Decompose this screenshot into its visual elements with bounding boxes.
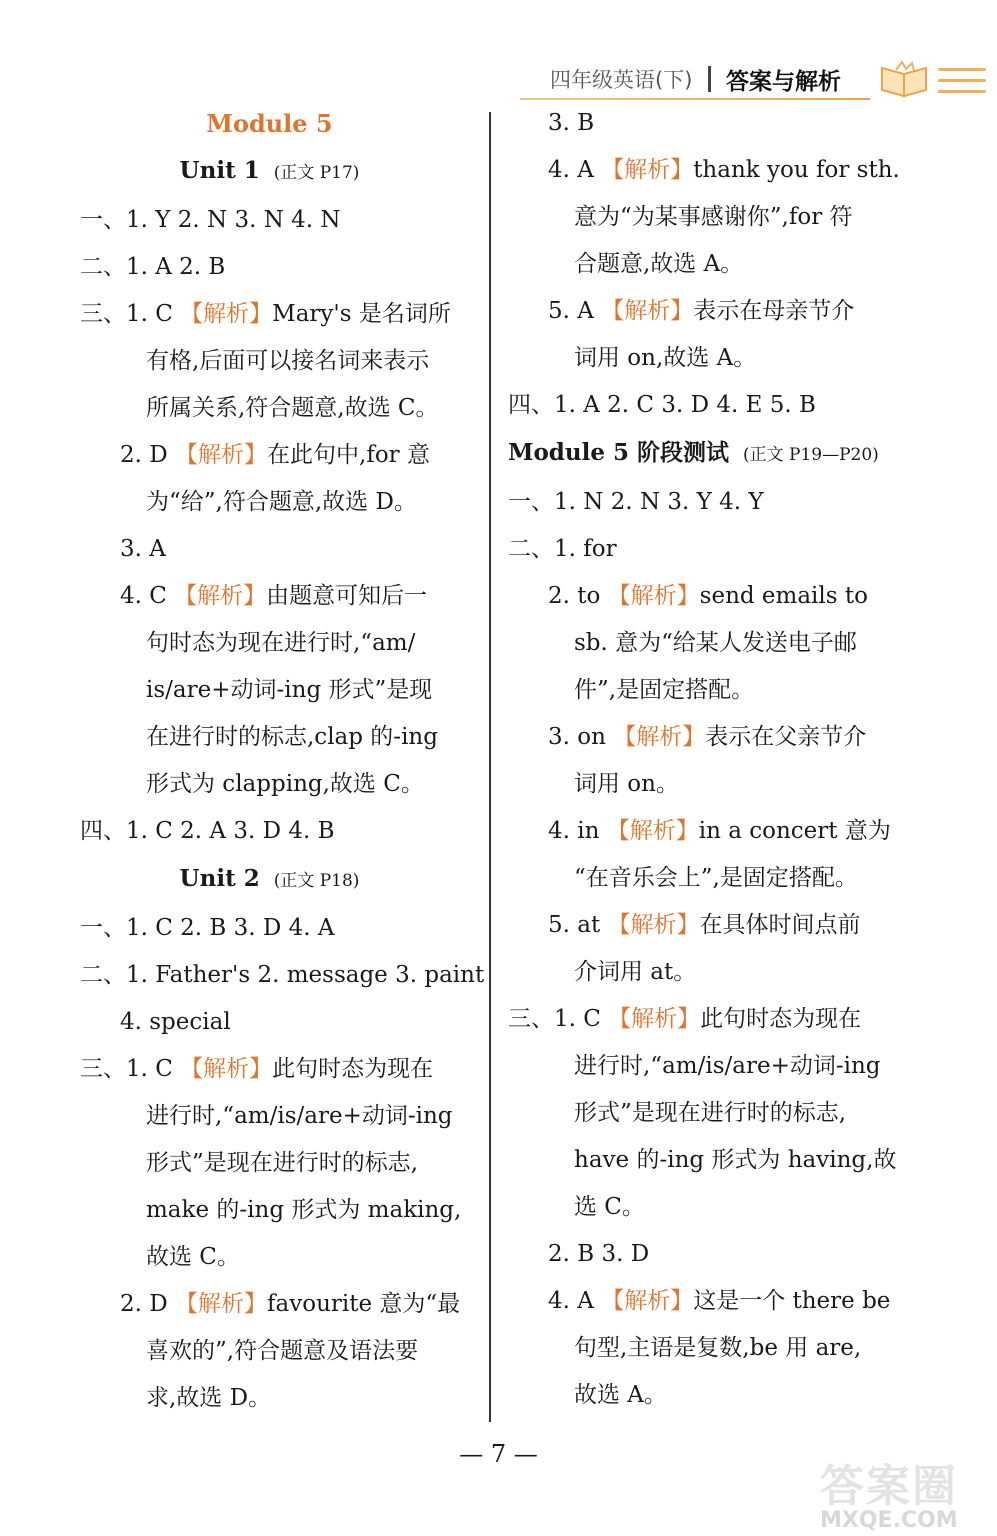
right-column	[508, 100, 908, 1419]
module-test-label: Module 5 阶段测试	[508, 439, 729, 466]
answer-line	[62, 291, 477, 338]
answer-line	[508, 902, 908, 949]
analysis-tag: 【解析】	[180, 1056, 273, 1082]
analysis-line: have 的-ing 形式为 having,故	[574, 1147, 897, 1173]
answer-line: 一、1. C 2. B 3. D 4. A	[80, 915, 335, 941]
answer-key: 三、1. C	[508, 1006, 609, 1032]
answer-key: 5. A	[548, 298, 602, 324]
answer-line: 3. B	[548, 110, 595, 136]
analysis-line: 合题意,故选 A。	[574, 251, 744, 277]
analysis-text: favourite 意为“最	[267, 1291, 461, 1317]
analysis-line: 有格,后面可以接名词来表示	[146, 348, 430, 374]
analysis-line: 为“给”,符合题意,故选 D。	[146, 489, 417, 515]
answer-line: 3. A	[120, 536, 166, 562]
analysis-line: 形式”是现在进行时的标志,	[574, 1100, 847, 1126]
analysis-text: 这是一个 there be	[693, 1288, 891, 1314]
header-separator	[708, 66, 711, 92]
analysis-tag: 【解析】	[175, 1291, 268, 1317]
analysis-line: is/are+动词-ing 形式”是现	[146, 677, 433, 703]
watermark-text: 答案圈	[820, 1461, 958, 1512]
column-divider	[489, 112, 491, 1422]
answer-line: 一、1. N 2. N 3. Y 4. Y	[508, 489, 764, 515]
answer-line: 二、1. Father's 2. message 3. paint	[80, 962, 485, 988]
answer-line	[508, 808, 908, 855]
module-title: Module 5	[206, 109, 333, 138]
analysis-text: 此句时态为现在	[700, 1006, 862, 1032]
analysis-line: 故选 A。	[574, 1382, 667, 1408]
analysis-tag: 【解析】	[601, 1288, 694, 1314]
analysis-text: Mary's 是名词所	[272, 301, 451, 327]
analysis-text: in a concert 意为	[698, 818, 891, 844]
analysis-tag: 【解析】	[601, 157, 694, 183]
analysis-line: make 的-ing 形式为 making,	[146, 1197, 462, 1223]
unit-2-title: Unit 2	[179, 865, 260, 892]
analysis-line: 件”,是固定搭配。	[574, 677, 755, 703]
answer-key: 5. at	[548, 912, 608, 938]
left-column	[62, 100, 485, 1422]
analysis-line: 句时态为现在进行时,“am/	[146, 630, 416, 656]
analysis-line: 所属关系,符合题意,故选 C。	[146, 395, 439, 421]
analysis-tag: 【解析】	[607, 583, 700, 609]
analysis-line: 形式为 clapping,故选 C。	[146, 771, 424, 797]
analysis-tag: 【解析】	[613, 724, 706, 750]
analysis-line: 在进行时的标志,clap 的-ing	[146, 724, 438, 750]
answer-key: 2. D	[120, 1291, 176, 1317]
analysis-line: 进行时,“am/is/are+动词-ing	[574, 1053, 881, 1079]
answer-line	[62, 432, 477, 479]
analysis-tag: 【解析】	[607, 912, 700, 938]
answer-key: 三、1. C	[80, 1056, 181, 1082]
analysis-line: 词用 on。	[574, 771, 679, 797]
analysis-tag: 【解析】	[608, 1006, 701, 1032]
analysis-line: 故选 C。	[146, 1244, 240, 1270]
answer-line	[62, 1281, 477, 1328]
answer-line: 二、1. A 2. B	[80, 254, 226, 280]
analysis-line: 意为“为某事感谢你”,for 符	[574, 204, 853, 230]
answer-key: 2. to	[548, 583, 608, 609]
answer-line	[508, 714, 908, 761]
analysis-line: 词用 on,故选 A。	[574, 345, 757, 371]
answer-line	[508, 573, 908, 620]
answer-line	[508, 288, 908, 335]
analysis-tag: 【解析】	[175, 442, 268, 468]
unit-title	[62, 147, 477, 197]
unit-1-page-ref: (正文 P17)	[273, 163, 360, 183]
answer-key: 2. D	[120, 442, 176, 468]
header-decor-lines	[938, 68, 986, 101]
answer-key: 4. A	[548, 1288, 602, 1314]
answer-key: 三、1. C	[80, 301, 181, 327]
analysis-text: 在具体时间点前	[699, 912, 861, 938]
answer-line	[508, 147, 908, 194]
watermark-logo	[820, 1450, 990, 1533]
answer-line: 2. B 3. D	[548, 1241, 650, 1267]
analysis-tag: 【解析】	[601, 298, 694, 324]
analysis-line: 喜欢的”,符合题意及语法要	[146, 1338, 419, 1364]
analysis-line: 介词用 at。	[574, 959, 697, 985]
analysis-tag: 【解析】	[180, 301, 273, 327]
unit-2-page-ref: (正文 P18)	[273, 871, 360, 891]
unit-1-title: Unit 1	[179, 157, 260, 184]
analysis-tag: 【解析】	[606, 818, 699, 844]
watermark-url: MXQE.COM	[820, 1508, 958, 1533]
unit-title	[62, 855, 477, 905]
analysis-line: 进行时,“am/is/are+动词-ing	[146, 1103, 453, 1129]
analysis-text: 在此句中,for 意	[267, 442, 430, 468]
module-test-title	[508, 429, 908, 479]
answer-line: 一、1. Y 2. N 3. N 4. N	[80, 207, 341, 233]
answer-line: 4. special	[120, 1009, 231, 1035]
analysis-text: send emails to	[699, 583, 868, 609]
analysis-tag: 【解析】	[174, 583, 267, 609]
answer-line: 四、1. C 2. A 3. D 4. B	[80, 818, 335, 844]
analysis-text: 此句时态为现在	[272, 1056, 434, 1082]
answer-key: 4. A	[548, 157, 602, 183]
answer-key: 4. C	[120, 583, 175, 609]
analysis-line: 选 C。	[574, 1194, 645, 1220]
answer-line	[508, 1278, 908, 1325]
analysis-line: “在音乐会上”,是固定搭配。	[574, 865, 858, 891]
header-title: 答案与解析	[726, 69, 841, 95]
module-test-page-ref: (正文 P19—P20)	[743, 445, 879, 465]
open-book-icon	[876, 60, 932, 100]
answer-key: 4. in	[548, 818, 607, 844]
page-header	[520, 60, 990, 100]
answer-key: 3. on	[548, 724, 614, 750]
answer-line: 二、1. for	[508, 536, 617, 562]
grade-label: 四年级英语(下)	[550, 68, 693, 92]
page-number: — 7 —	[459, 1440, 538, 1468]
analysis-line: 句型,主语是复数,be 用 are,	[574, 1335, 862, 1361]
answer-line	[62, 1046, 477, 1093]
analysis-text: 表示在母亲节介	[693, 298, 855, 324]
analysis-line: 求,故选 D。	[146, 1385, 272, 1411]
answer-line: 四、1. A 2. C 3. D 4. E 5. B	[508, 392, 816, 418]
answer-line	[508, 996, 908, 1043]
analysis-line: 形式”是现在进行时的标志,	[146, 1150, 419, 1176]
analysis-line: sb. 意为“给某人发送电子邮	[574, 630, 857, 656]
analysis-text: 由题意可知后一	[266, 583, 428, 609]
answer-line	[62, 573, 477, 620]
analysis-text: thank you for sth.	[693, 157, 900, 183]
analysis-text: 表示在父亲节介	[705, 724, 867, 750]
